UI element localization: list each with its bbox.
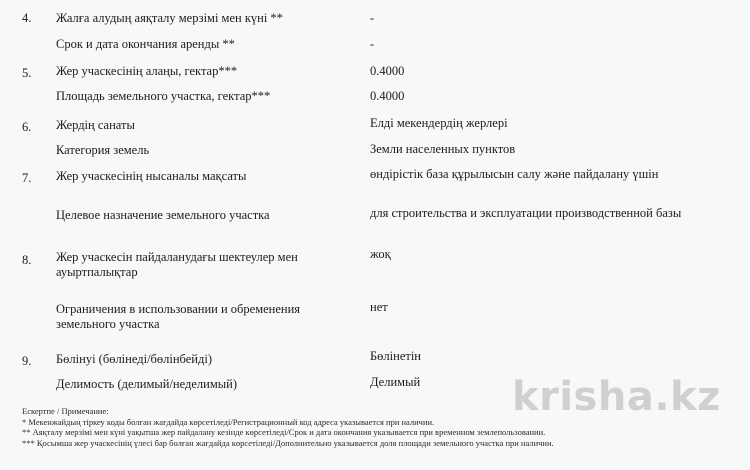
ru-value: 0.4000 (370, 89, 405, 103)
row-number: 4. (22, 11, 32, 25)
ru-label: Ограничения в использовании и обременения земельного участка (56, 302, 301, 331)
ru-value: нет (370, 300, 388, 314)
row-number: 9. (22, 354, 32, 368)
watermark: krisha.kz (512, 374, 721, 420)
footnotes (22, 406, 554, 448)
ru-label: Целевое назначение земельного участка (56, 208, 270, 222)
row-number: 6. (22, 120, 32, 134)
row-number: 5. (22, 66, 32, 80)
kz-value: Бөлінетін (370, 349, 422, 363)
kz-label: Жалға алудың аяқталу мерзімі мен күні ** (56, 11, 283, 25)
footnote: ** Аяқталу мерзімі мен күні уақытша жер пайдалану кезінде көрсетіледі/Срок и дата окончания указывается при временном землепользовании. (22, 427, 546, 437)
ru-value: Делимый (370, 375, 421, 389)
kz-value: 0.4000 (370, 64, 405, 78)
footnotes-title: Ескертпе / Примечание: (22, 406, 109, 416)
ru-value: для строительства и эксплуатации производственной базы (370, 206, 682, 220)
kz-label: Жер учаскесін пайдаланудағы шектеулер мен ауыртпалықтар (56, 250, 298, 279)
ru-label: Срок и дата окончания аренды ** (56, 37, 235, 51)
footnote: * Мекенжайдың тіркеу коды болған жағдайда көрсетіледі/Регистрационный код адреса указывается при наличии. (22, 416, 435, 427)
kz-label: Бөлінуі (бөлінеді/бөлінбейді) (56, 352, 212, 366)
footnote: *** Қосымша жер учаскесінің үлесі бар болған жағдайда көрсетіледі/Дополнительно указывается доля площади земельного участка при наличии. (22, 437, 554, 448)
ru-label: Категория земель (56, 143, 150, 157)
kz-label: Жер учаскесінің алаңы, гектар*** (56, 64, 238, 78)
kz-value: Елді мекендердің жерлері (370, 116, 508, 130)
kz-value: - (370, 11, 375, 25)
ru-value: Земли населенных пунктов (370, 142, 516, 156)
kz-label: Жер учаскесінің нысаналы мақсаты (56, 169, 247, 183)
kz-value: өндірістік база құрылысын салу және пайдалану үшін (370, 167, 659, 181)
kz-label: Жердің санаты (56, 118, 135, 132)
ru-value: - (370, 37, 375, 51)
row-number: 8. (22, 253, 32, 267)
ru-label: Площадь земельного участка, гектар*** (56, 89, 271, 103)
ru-label: Делимость (делимый/неделимый) (56, 377, 237, 391)
kz-value: жоқ (370, 247, 391, 261)
row-number: 7. (22, 171, 32, 185)
